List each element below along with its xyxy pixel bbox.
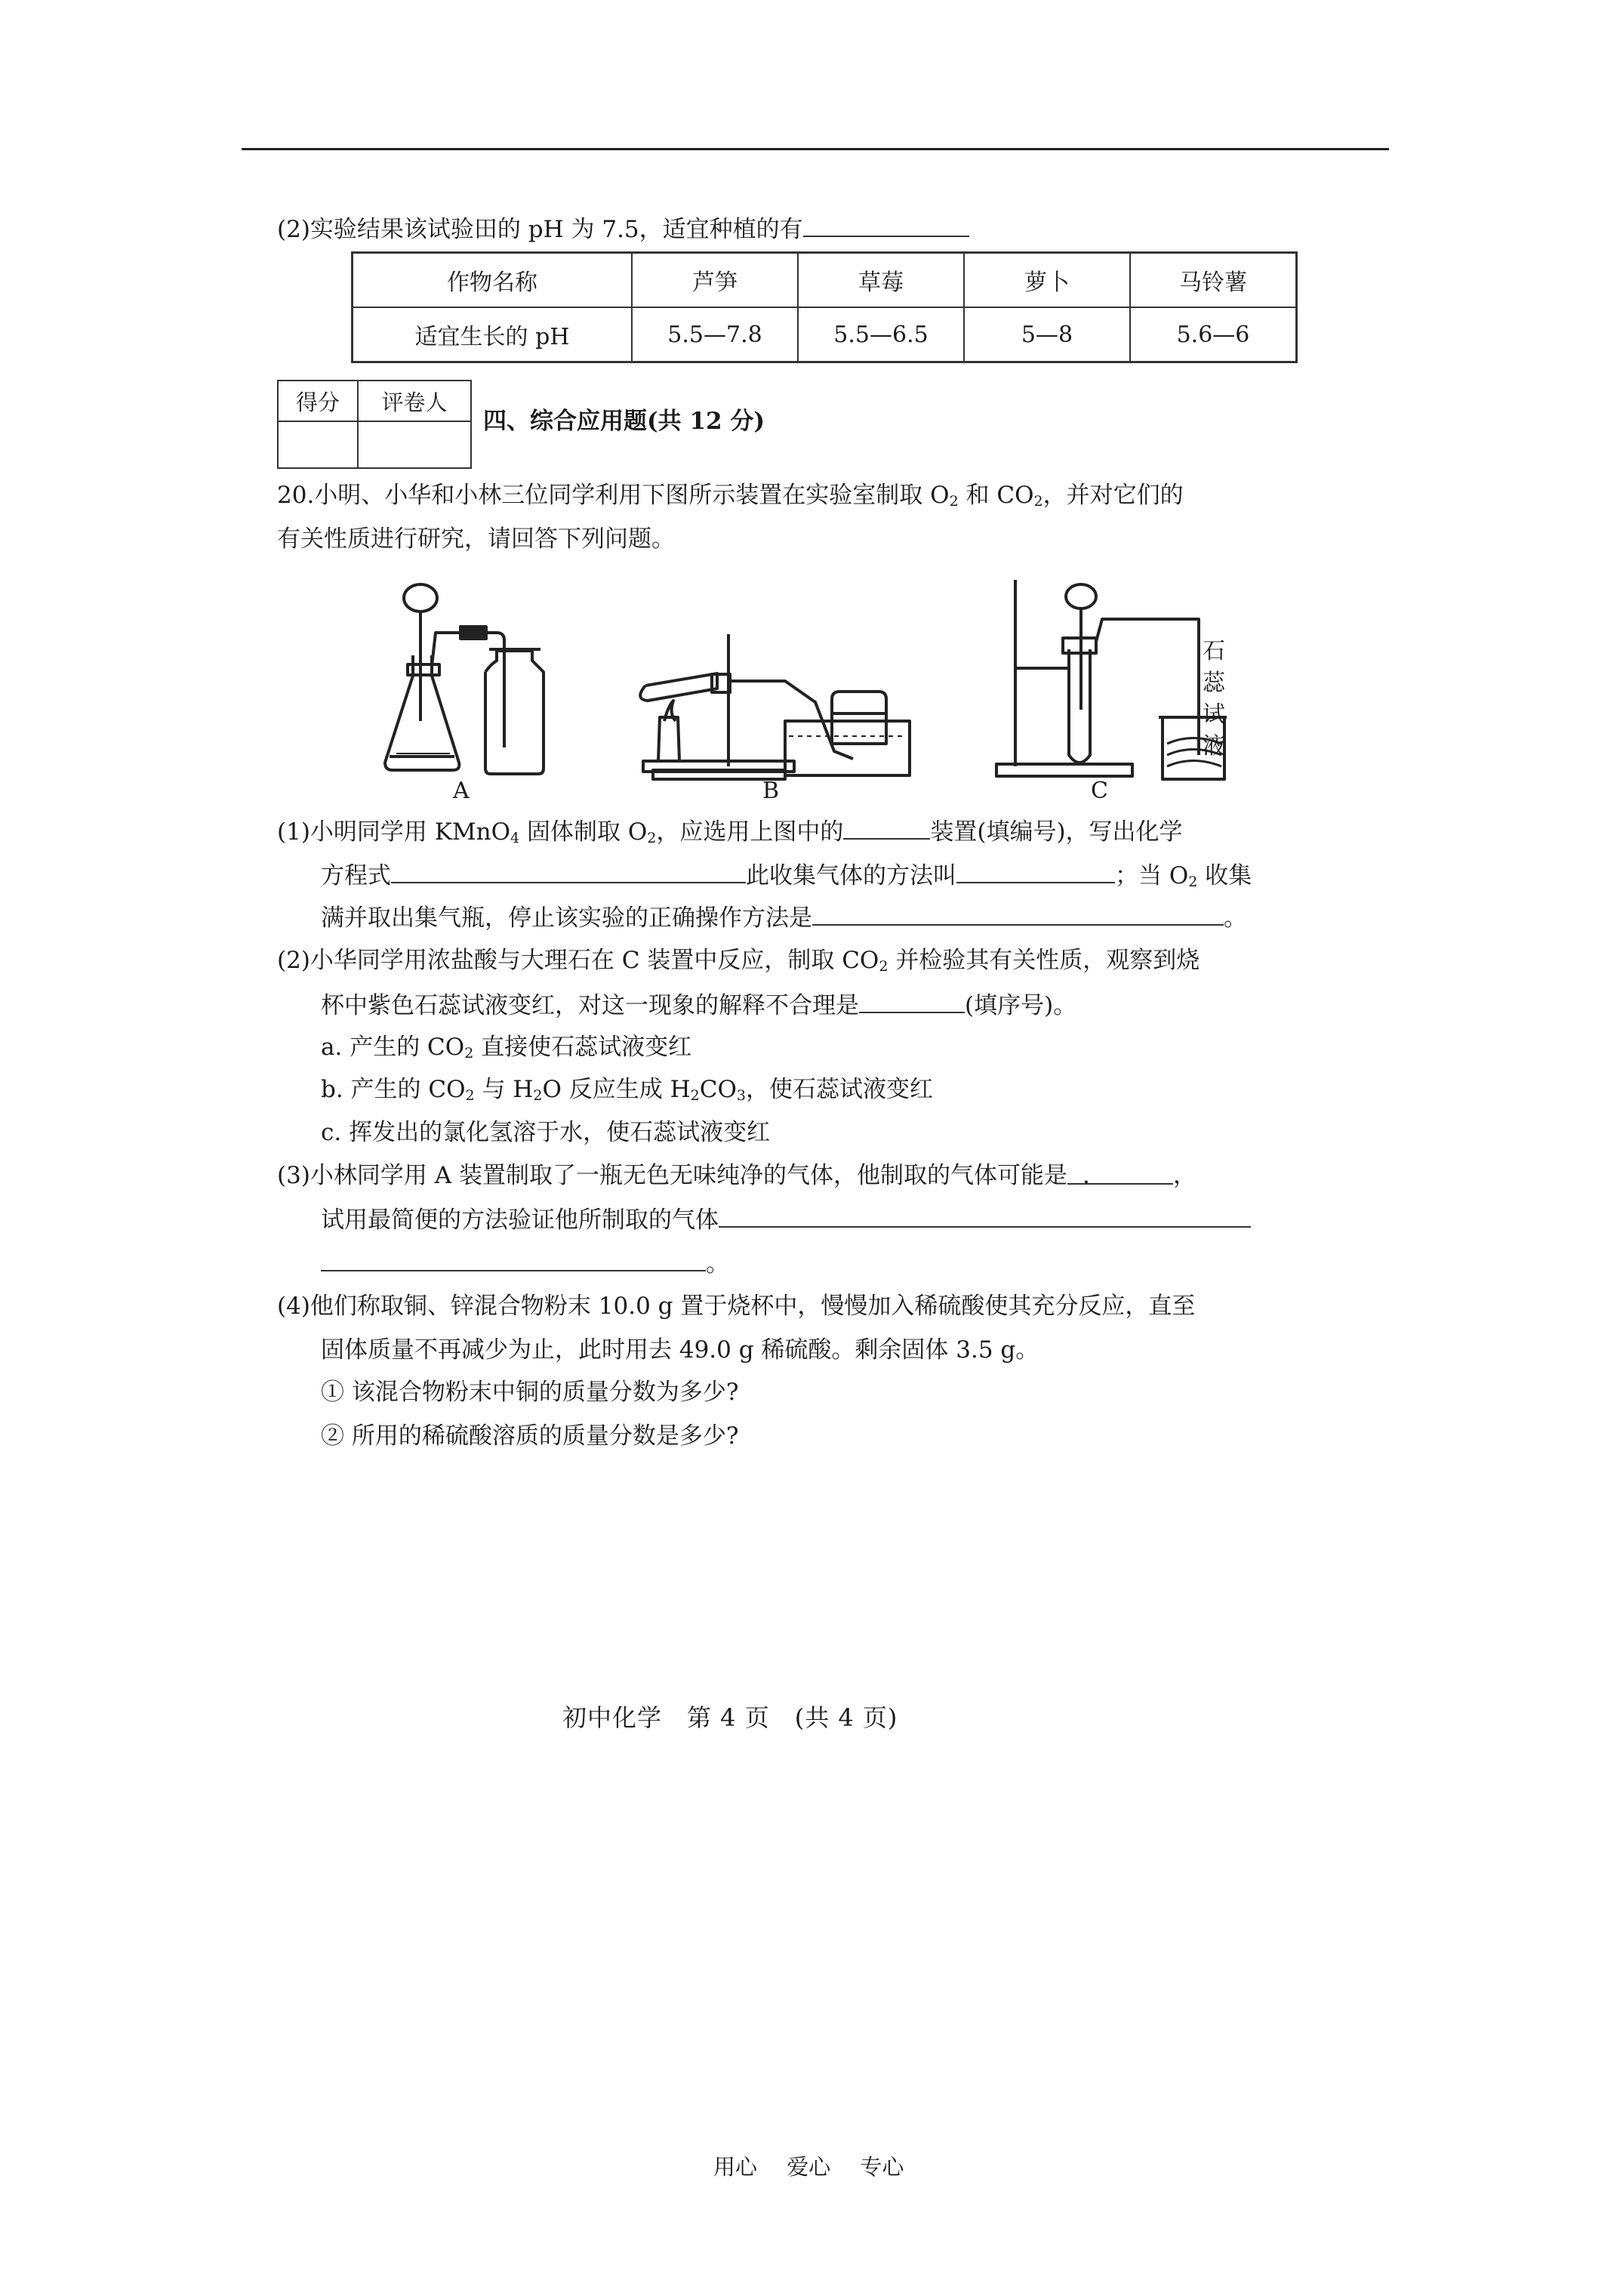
option-a: a. 产生的 $CO_2$ 直接使石蕊试液变红 — [321, 1034, 692, 1062]
score-cell[interactable] — [278, 421, 358, 468]
answer-blank[interactable] — [321, 1247, 706, 1271]
table-cell: 5—8 — [964, 307, 1130, 362]
question-20-4-sub1: ① 该混合物粉末中铜的质量分数为多少? — [321, 1379, 739, 1406]
score-box — [277, 380, 472, 469]
question-20-4: (4)他们称取铜、锌混合物粉末 10.0 g 置于烧杯中，慢慢加入稀硫酸使其充分反应，直至 — [277, 1293, 1196, 1320]
answer-blank[interactable]: . — [1067, 1160, 1173, 1185]
ph-table — [351, 251, 1298, 363]
question-20-intro-line2: 有关性质进行研究，请回答下列问题。 — [277, 525, 675, 553]
question-19-2: (2)实验结果该试验田的 pH 为 7.5，适宜种植的有 — [277, 213, 969, 245]
question-20-3-line2: 试用最简便的方法验证他所制取的气体 — [321, 1203, 1251, 1235]
question-20-2: (2)小华同学用浓盐酸与大理石在 C 装置中反应，制取 $CO_2$ 并检验其有关性质，观察到烧 — [277, 947, 1200, 975]
question-20-1-line2: 方程式 此收集气体的方法叫 ；当 $O_2$ 收集 — [321, 859, 1252, 891]
option-b: b. 产生的 $CO_2$ 与 $H_2O$ 反应生成 $H_2CO_3$，使石蕊试液变红 — [321, 1076, 933, 1104]
footer-slogan: 用心 爱心 专心 — [713, 2154, 904, 2180]
figure-label-c: C — [1091, 778, 1108, 804]
table-cell: 5.5—7.8 — [632, 307, 798, 362]
table-cell: 5.5—6.5 — [798, 307, 964, 362]
answer-blank[interactable] — [956, 859, 1115, 883]
table-row — [353, 307, 1297, 362]
table-cell: 萝卜 — [964, 253, 1130, 308]
answer-blank[interactable] — [859, 989, 965, 1013]
figure-label-b: B — [762, 778, 780, 804]
question-20-4-sub2: ② 所用的稀硫酸溶质的质量分数是多少? — [321, 1422, 739, 1450]
question-20-1-line3: 满并取出集气瓶，停止该实验的正确操作方法是 。 — [321, 901, 1247, 933]
option-c: c. 挥发出的氯化氢溶于水，使石蕊试液变红 — [321, 1119, 771, 1146]
apparatus-drawing — [362, 566, 1313, 808]
answer-blank[interactable] — [391, 859, 746, 883]
answer-blank[interactable] — [719, 1203, 1251, 1228]
question-20-intro: 20.小明、小华和小林三位同学利用下图所示装置在实验室制取 $O_2$ 和 $CO_2$，并对它们的 — [277, 482, 1184, 510]
apparatus-c — [996, 580, 1227, 779]
question-20-3-line3: 。 — [321, 1247, 729, 1279]
apparatus-b — [640, 634, 910, 779]
table-cell: 作物名称 — [353, 253, 633, 308]
apparatus-figure — [362, 566, 1313, 808]
table-row — [353, 253, 1297, 308]
section-title: 四、综合应用题(共 12 分) — [483, 408, 765, 435]
page-footer-title: 初中化学 第 4 页 (共 4 页) — [562, 1703, 898, 1732]
grader-label: 评卷人 — [358, 381, 471, 421]
table-cell: 适宜生长的 pH — [353, 307, 633, 362]
answer-blank[interactable] — [812, 901, 1224, 926]
figure-label-a: A — [453, 778, 470, 804]
grader-cell[interactable] — [358, 421, 471, 468]
table-cell: 草莓 — [798, 253, 964, 308]
question-20-4-line2: 固体质量不再减少为止，此时用去 49.0 g 稀硫酸。剩余固体 3.5 g。 — [321, 1336, 1039, 1364]
answer-blank[interactable] — [803, 213, 969, 237]
table-cell: 马铃薯 — [1130, 253, 1297, 308]
answer-blank[interactable] — [843, 815, 930, 840]
score-label: 得分 — [278, 381, 358, 421]
table-cell: 芦笋 — [632, 253, 798, 308]
top-rule — [242, 148, 1389, 150]
table-cell: 5.6—6 — [1130, 307, 1297, 362]
apparatus-a — [385, 584, 544, 774]
question-20-3: (3)小林同学用 A 装置制取了一瓶无色无味纯净的气体，他制取的气体可能是 . ， — [277, 1162, 1197, 1189]
question-20-2-line2: 杯中紫色石蕊试液变红，对这一现象的解释不合理是 (填序号)。 — [321, 989, 1076, 1021]
litmus-label: 石 蕊 试 液 — [1203, 638, 1225, 760]
question-20-1: (1)小明同学用 KMnO$_4$ 固体制取 $O_2$，应选用上图中的 装置(填编号)，写出化学 — [277, 815, 1183, 847]
